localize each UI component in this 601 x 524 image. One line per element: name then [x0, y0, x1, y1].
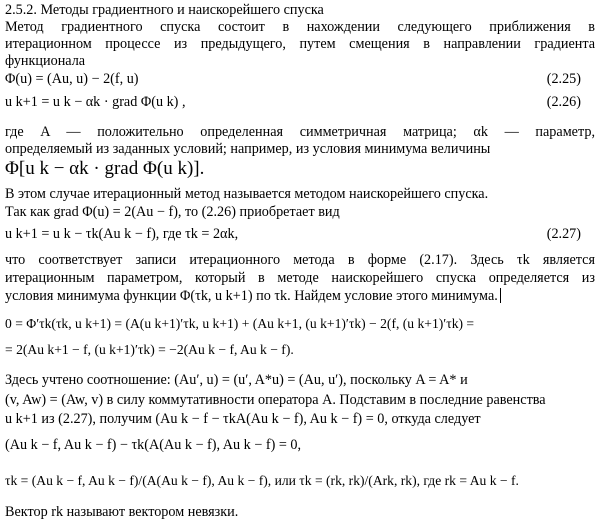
- where-line-2: определяемый из заданных условий; например, из условия минимума величины: [5, 141, 491, 157]
- text-cursor: [500, 288, 501, 303]
- equation-2-25-formula: Φ(u) = (Au, u) − 2(f, u): [5, 71, 139, 87]
- phi-min-expression: Φ[u k − αk · grad Φ(u k)].: [5, 158, 205, 179]
- equation-2-27-formula: u k+1 = u k − τk(Au k − f), где τk = 2αk,: [5, 226, 239, 242]
- tau-equation: τk = (Au k − f, Au k − f)/(A(Au k − f), Au k − f), или τk = (rk, rk)/(Ark, rk), где rk = Au k − f.: [5, 473, 519, 488]
- section-heading: 2.5.2. Методы градиентного и наискорейшего спуска: [5, 2, 324, 18]
- final-line: Вектор rk называют вектором невязки.: [5, 504, 239, 520]
- corresp-line-1: что соответствует записи итерационного метода в форме (2.17). Здесь τk является: [5, 252, 595, 268]
- note-line-2: (v, Aw) = (Aw, v) в силу коммутативности оператора A. Подставим в последние равенства: [5, 392, 546, 408]
- intro-line-2: итерационном процессе из предыдущего, путем смещения в направлении градиента: [5, 36, 595, 52]
- intro-line-1: Метод градиентного спуска состоит в нахождении следующего приближения в: [5, 19, 595, 35]
- result-equation: (Au k − f, Au k − f) − τk(A(Au k − f), Au k − f) = 0,: [5, 437, 302, 453]
- equation-2-26: [5, 94, 595, 111]
- derivation-line-2: = 2(Au k+1 − f, (u k+1)′τk) = −2(Au k − f, Au k − f).: [5, 342, 294, 357]
- note-line-3: u k+1 из (2.27), получим (Au k − f − τkA(Au k − f), Au k − f) = 0, откуда следует: [5, 411, 481, 427]
- equation-2-25: [5, 71, 595, 88]
- note-line-1: Здесь учтено соотношение: (Au′, u) = (u′, A*u) = (Au, u′), поскольку A = A* и: [5, 372, 468, 388]
- corresp-line-2: итерационным параметром, который в методе наискорейшего спуска определяется из: [5, 270, 595, 286]
- equation-2-27: [5, 226, 595, 243]
- equation-2-27-number: (2.27): [546, 226, 581, 242]
- since-line: Так как grad Φ(u) = 2(Au − f), то (2.26) приобретает вид: [5, 204, 340, 220]
- intro-line-3: функционала: [5, 53, 86, 69]
- where-line-1: где A — положительно определенная симметричная матрица; αk — параметр,: [5, 124, 595, 140]
- derivation-line-1: 0 = Φ′τk(τk, u k+1) = (A(u k+1)′τk, u k+1) + (Au k+1, (u k+1)′τk) − 2(f, (u k+1)′τk) =: [5, 316, 475, 331]
- corresp-line-3: условия минимума функции Φ(τk, u k+1) по τk. Найдем условие этого минимума.: [5, 288, 595, 305]
- equation-2-26-number: (2.26): [546, 94, 581, 110]
- equation-2-26-formula: u k+1 = u k − αk · grad Φ(u k) ,: [5, 94, 186, 110]
- steepest-descent-line: В этом случае итерационный метод называется методом наискорейшего спуска.: [5, 186, 489, 202]
- equation-2-25-number: (2.25): [546, 71, 581, 87]
